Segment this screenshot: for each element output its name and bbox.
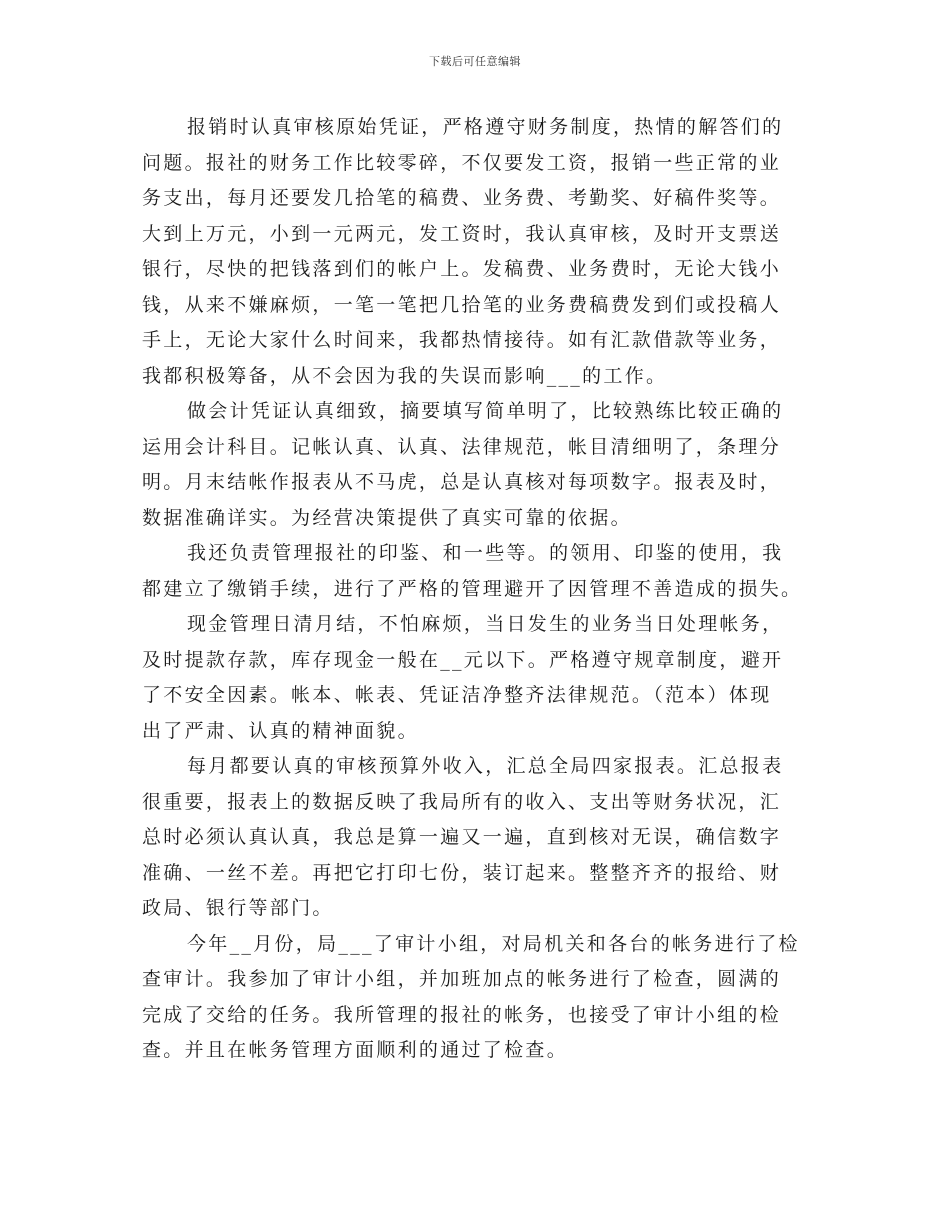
text-line: 今年__月份，局___了审计小组，对局机关和各台的帐务进行了检 bbox=[187, 932, 800, 955]
text-line: 了不安全因素。帐本、帐表、凭证洁净整齐法律规范。（范本）体现 bbox=[142, 684, 772, 706]
text-line: 准确、一丝不差。再把它打印七份，装订起来。整整齐齐的报给、财 bbox=[142, 861, 782, 884]
text-line: 运用会计科目。记帐认真、认真、法律规范，帐目清细明了，条理分 bbox=[142, 435, 782, 458]
text-line: 务支出，每月还要发几拾笔的稿费、业务费、考勤奖、好稿件奖等。 bbox=[142, 187, 782, 209]
text-line: 手上，无论大家什么时间来，我都热情接待。如有汇款借款等业务， bbox=[142, 329, 782, 351]
text-line: 查审计。我参加了审计小组，并加班加点的帐务进行了检查，圆满的 bbox=[142, 968, 782, 990]
text-line: 很重要，报表上的数据反映了我局所有的收入、支出等财务状况，汇 bbox=[142, 790, 782, 813]
text-line: 大到上万元，小到一元两元，发工资时，我认真审核，及时开支票送 bbox=[142, 222, 782, 245]
paragraph bbox=[142, 536, 808, 607]
text-line: 我都积极筹备，从不会因为我的失误而影响___的工作。 bbox=[142, 364, 668, 387]
paragraph bbox=[142, 927, 808, 1069]
text-line: 钱，从来不嫌麻烦，一笔一笔把几拾笔的业务费稿费发到们或投稿人 bbox=[142, 293, 782, 316]
page-header: 下载后可任意编辑 bbox=[429, 55, 521, 68]
text-line: 查。并且在帐务管理方面顺利的通过了检查。 bbox=[142, 1039, 569, 1061]
text-line: 总时必须认真认真，我总是算一遍又一遍，直到核对无误，确信数字 bbox=[142, 826, 782, 848]
text-line: 数据准确详实。为经营决策提供了真实可靠的依据。 bbox=[142, 506, 632, 529]
paragraph bbox=[142, 394, 808, 536]
paragraph bbox=[142, 110, 808, 394]
text-line: 做会计凭证认真细致，摘要填写简单明了，比较熟练比较正确的 bbox=[187, 400, 784, 422]
text-line: 我还负责管理报社的印鉴、和一些等。的领用、印鉴的使用，我 bbox=[187, 542, 784, 564]
text-line: 每月都要认真的审核预算外收入，汇总全局四家报表。汇总报表 bbox=[187, 755, 784, 777]
text-line: 出了严肃、认真的精神面貌。 bbox=[142, 719, 419, 742]
text-line: 完成了交给的任务。我所管理的报社的帐务，也接受了审计小组的检 bbox=[142, 1003, 782, 1026]
text-line: 问题。报社的财务工作比较零碎，不仅要发工资，报销一些正常的业 bbox=[142, 151, 782, 174]
text-line: 都建立了缴销手续，进行了严格的管理避开了因管理不善造成的损失。 bbox=[142, 577, 803, 600]
text-line: 明。月末结帐作报表从不马虎，总是认真核对每项数字。报表及时， bbox=[142, 471, 782, 493]
text-line: 银行，尽快的把钱落到们的帐户上。发稿费、业务费时，无论大钱小 bbox=[142, 258, 782, 280]
document-body bbox=[142, 110, 808, 1069]
paragraph bbox=[142, 749, 808, 927]
paragraph bbox=[142, 607, 808, 749]
text-line: 报销时认真审核原始凭证，严格遵守财务制度，热情的解答们的 bbox=[187, 116, 784, 138]
text-line: 现金管理日清月结，不怕麻烦，当日发生的业务当日处理帐务， bbox=[187, 613, 784, 635]
text-line: 政局、银行等部门。 bbox=[142, 897, 334, 919]
text-line: 及时提款存款，库存现金一般在__元以下。严格遵守规章制度，避开 bbox=[142, 648, 784, 671]
